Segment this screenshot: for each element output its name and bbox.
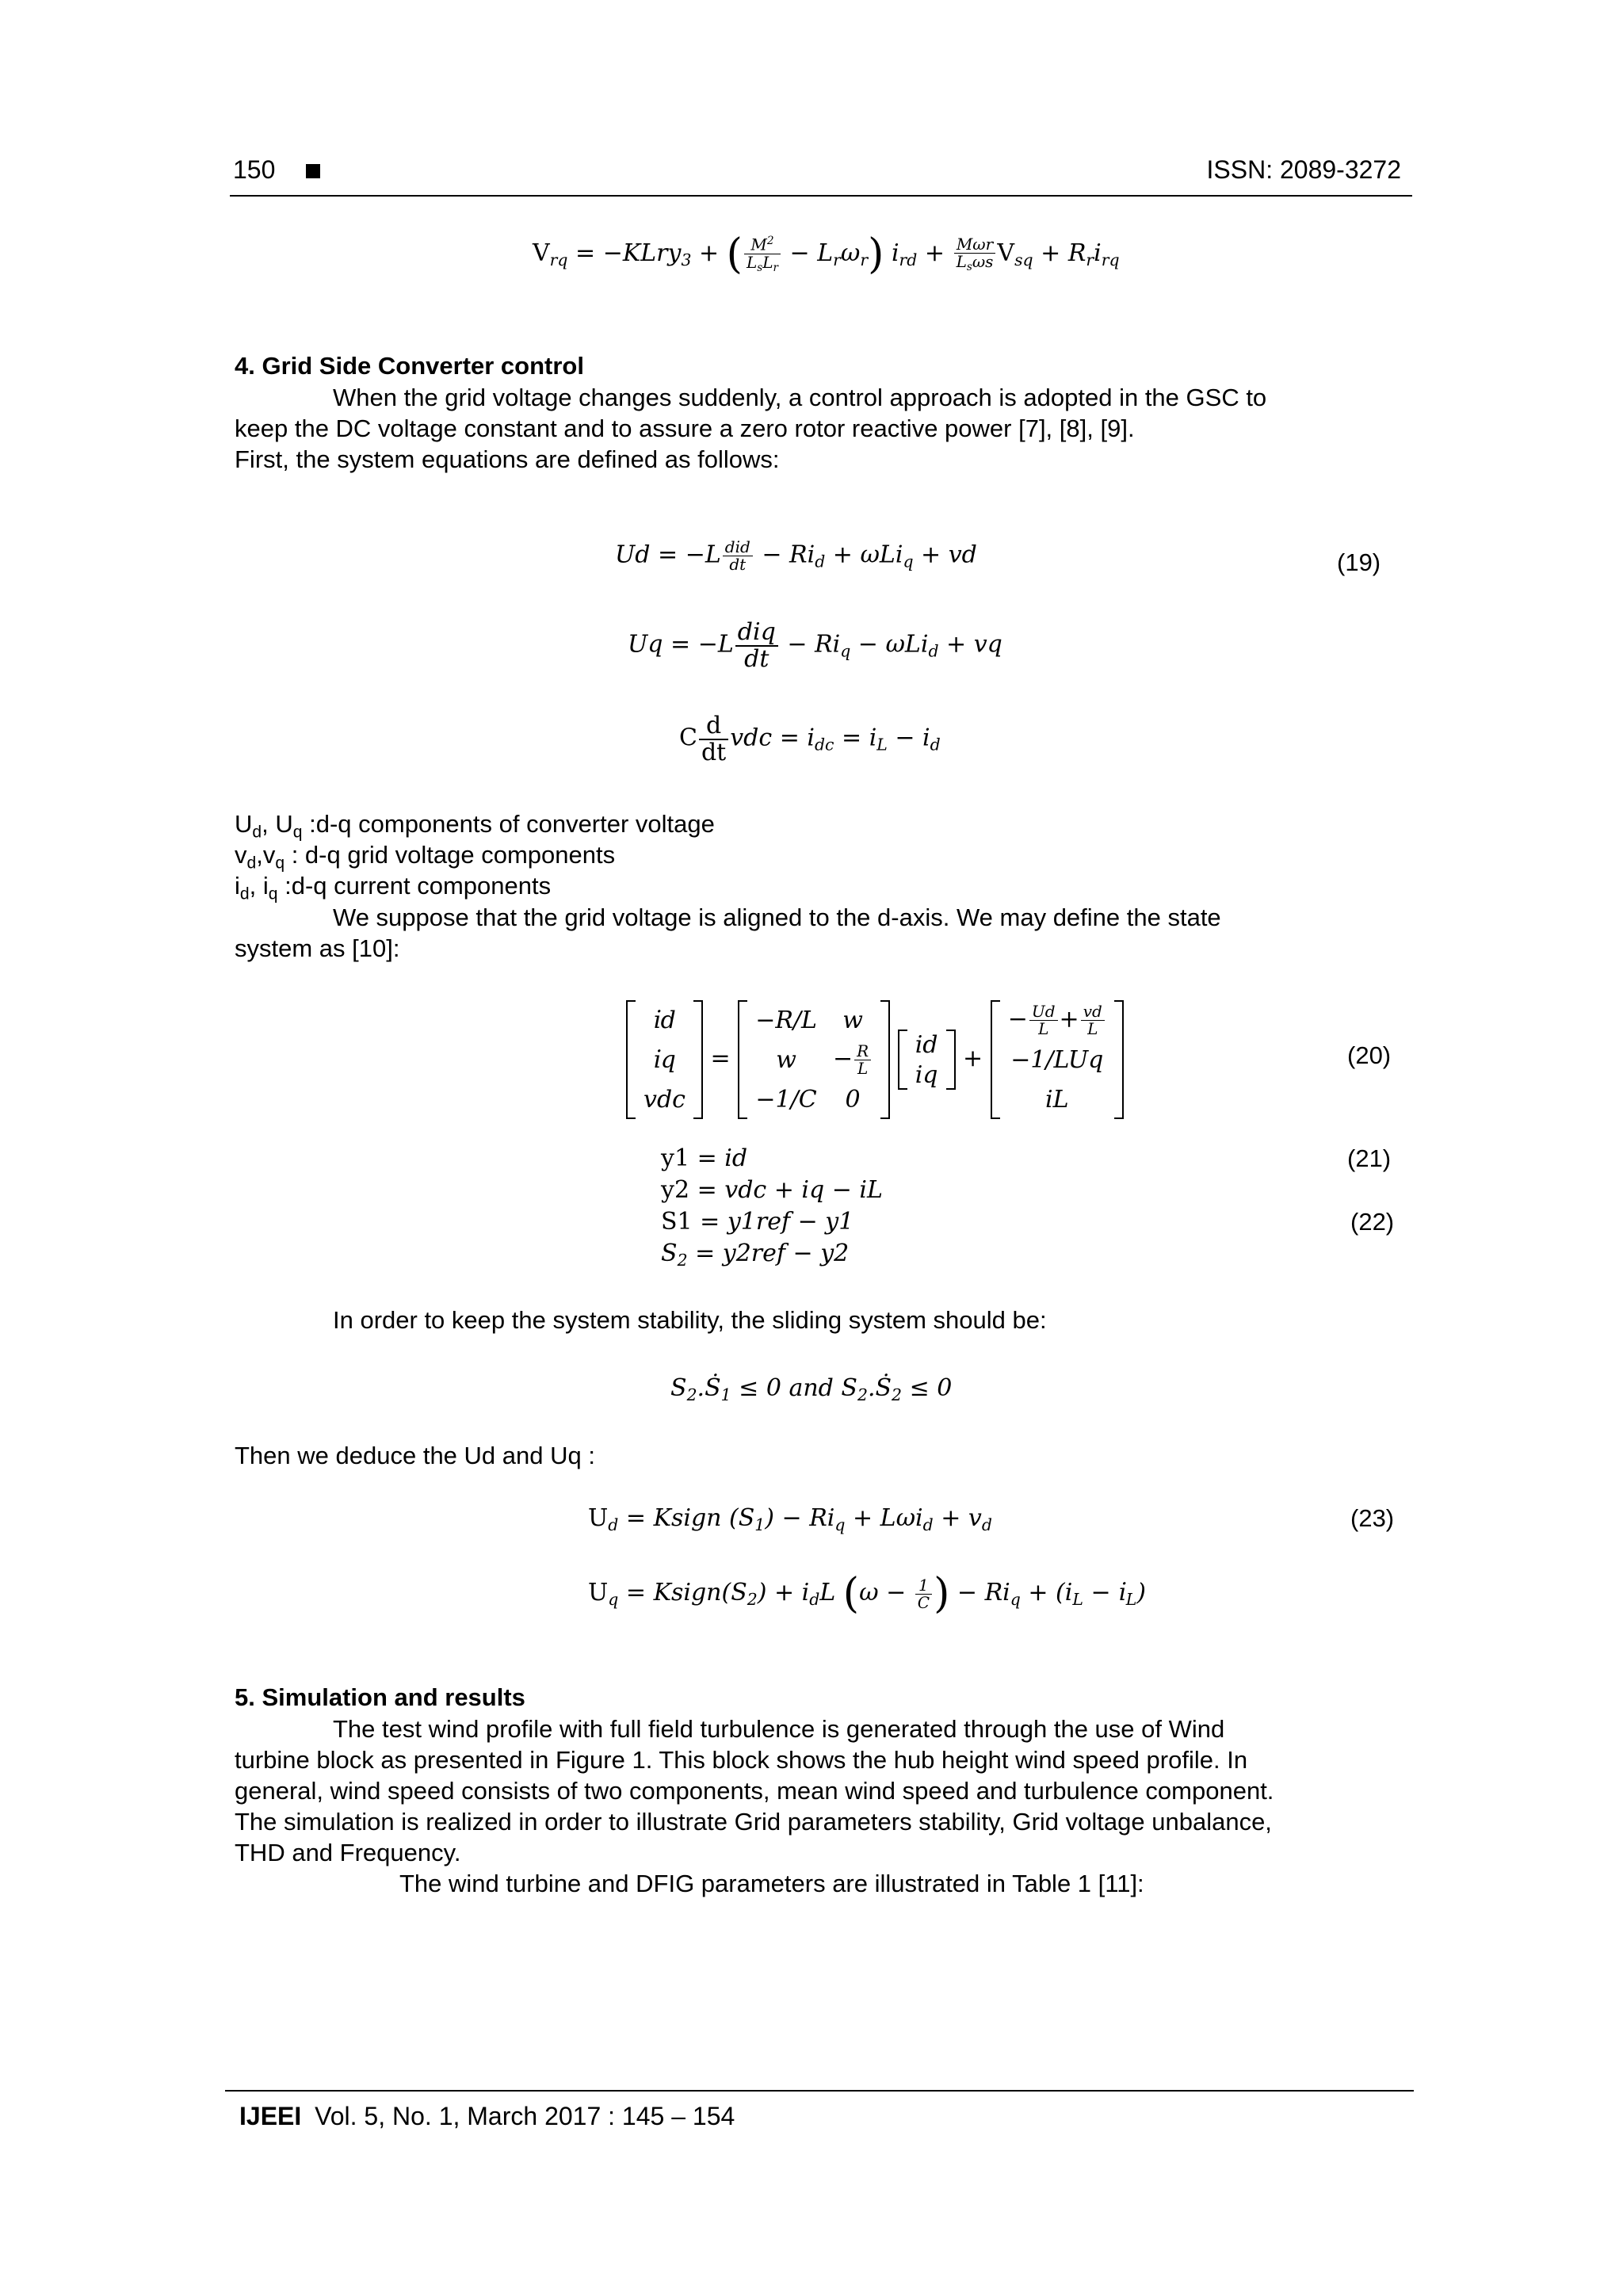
equation-number-19: (19) <box>1337 548 1381 576</box>
equation-y1: y1 = id <box>661 1144 748 1172</box>
text-line: keep the DC voltage constant and to assure a zero rotor reactive power [7], [8], [9]. <box>235 415 1135 442</box>
input-vector: − $\frac{Ud}{L}$ + $\frac{vd}{L}$ −1/LUq iL <box>991 1000 1124 1119</box>
equation-state-space: i̇d i̇q vdc = −R/L w w − $\frac{R}{L}$ −1/C 0 id iq + − $\frac{Ud}{L}$ + $\frac{vd}{L}$ −1/LUq iL <box>626 1000 1124 1119</box>
equation-number-23: (23) <box>1350 1504 1395 1532</box>
equation-s1: S1 = y1ref − y1 <box>661 1208 854 1236</box>
definition-grid-voltage: $v_d,v_q$ : d-q grid voltage components <box>235 841 616 873</box>
text-line: turbine block as presented in Figure 1. This block shows the hub height wind speed profile. In <box>235 1746 1248 1774</box>
footer-citation <box>239 2102 735 2131</box>
journal-name: IJEEI <box>239 2102 302 2130</box>
deduce-text: Then we deduce the Ud and Uq : <box>235 1442 595 1469</box>
equation-vrq: $V_{rq}$ = −KLry$_3$ + ( $\frac{M^2}{L_sL_r}$ − $L_r\omega_r$) $i_{rd}$ + $\frac{\text{Mωr}}{L_s\omega s}$ $V_{sq} + R_ri_{rq}$ <box>533 231 1120 278</box>
system-matrix: −R/L w w − $\frac{R}{L}$ −1/C 0 <box>738 1000 890 1119</box>
equation-uq-control: $U_q$ = $Ksign(S_2) + i_dL$ (ω − $\frac{1}{C}$ ) − $Ri_q + (i_L$ − $i̇_L$) <box>588 1570 1146 1618</box>
stability-text: In order to keep the system stability, the sliding system should be: <box>333 1306 1047 1334</box>
text-line: We suppose that the grid voltage is aligned to the d-axis. We may define the state <box>333 904 1221 931</box>
text-line: The test wind profile with full field turbulence is generated through the use of Wind <box>333 1715 1225 1743</box>
section5-paragraph <box>235 1713 1404 1899</box>
section-heading-4: 4. Grid Side Converter control <box>235 352 584 380</box>
section-heading-5: 5. Simulation and results <box>235 1683 525 1711</box>
footer-rule <box>225 2090 1414 2092</box>
header-square-icon <box>306 164 320 178</box>
equation-ud-control: $U_d$ = Ksign $(S_1) - Ri_q + L\omega i_d + v_d$ <box>588 1504 992 1535</box>
section4-paragraph-1 <box>235 382 1404 475</box>
issn: ISSN: 2089-3272 <box>1206 155 1401 184</box>
text-line: system as [10]: <box>235 934 400 962</box>
state-vector: i̇d i̇q vdc <box>626 1000 703 1119</box>
text-line: The simulation is realized in order to illustrate Grid parameters stability, Grid voltage unbalance, <box>235 1808 1272 1836</box>
equation-number-22: (22) <box>1350 1208 1395 1236</box>
volume-info: Vol. 5, No. 1, March 2017 : 145 – 154 <box>315 2102 735 2130</box>
equation-sliding-condition: $S_2.Ṡ_1 \le 0$ and $S_2.Ṡ_2 \le 0$ <box>670 1374 953 1405</box>
equation-s2: $S_2 = y2ref - y2$ <box>661 1240 850 1270</box>
equation-dc-link: C $\frac{d}{dt}$ vdc = $i_{dc} = i_L - i_d$ <box>679 712 941 766</box>
definition-current: $i_d$, $i_q$ :d-q current components <box>235 872 552 904</box>
equation-number-20: (20) <box>1347 1041 1392 1069</box>
text-line: When the grid voltage changes suddenly, a control approach is adopted in the GSC to <box>333 384 1267 411</box>
equation-uq: Uq = −L $\frac{\text{diq}}{dt}$ − $Ri_q - \omega Li_d$ + vq <box>628 618 1002 673</box>
text-line: THD and Frequency. <box>235 1839 461 1866</box>
current-vector: id iq <box>898 1030 956 1090</box>
text-line: First, the system equations are defined as follows: <box>235 445 780 473</box>
equation-number-21: (21) <box>1347 1144 1392 1172</box>
section4-paragraph-2 <box>235 902 1404 964</box>
page-number: 150 <box>233 155 276 184</box>
equation-y2: y2 = vdc + iq − iL <box>661 1176 883 1204</box>
equation-ud: Ud = −L $\frac{\text{did}}{dt}$ − $Ri_d + \omega Li_q$ + vd <box>615 537 977 574</box>
text-line: general, wind speed consists of two components, mean wind speed and turbulence component. <box>235 1777 1274 1805</box>
text-line: The wind turbine and DFIG parameters are illustrated in Table 1 [11]: <box>399 1870 1144 1897</box>
header-rule <box>230 195 1412 197</box>
definition-converter-voltage: $U_d$, $U_q$ :d-q components of converter voltage <box>235 810 715 842</box>
